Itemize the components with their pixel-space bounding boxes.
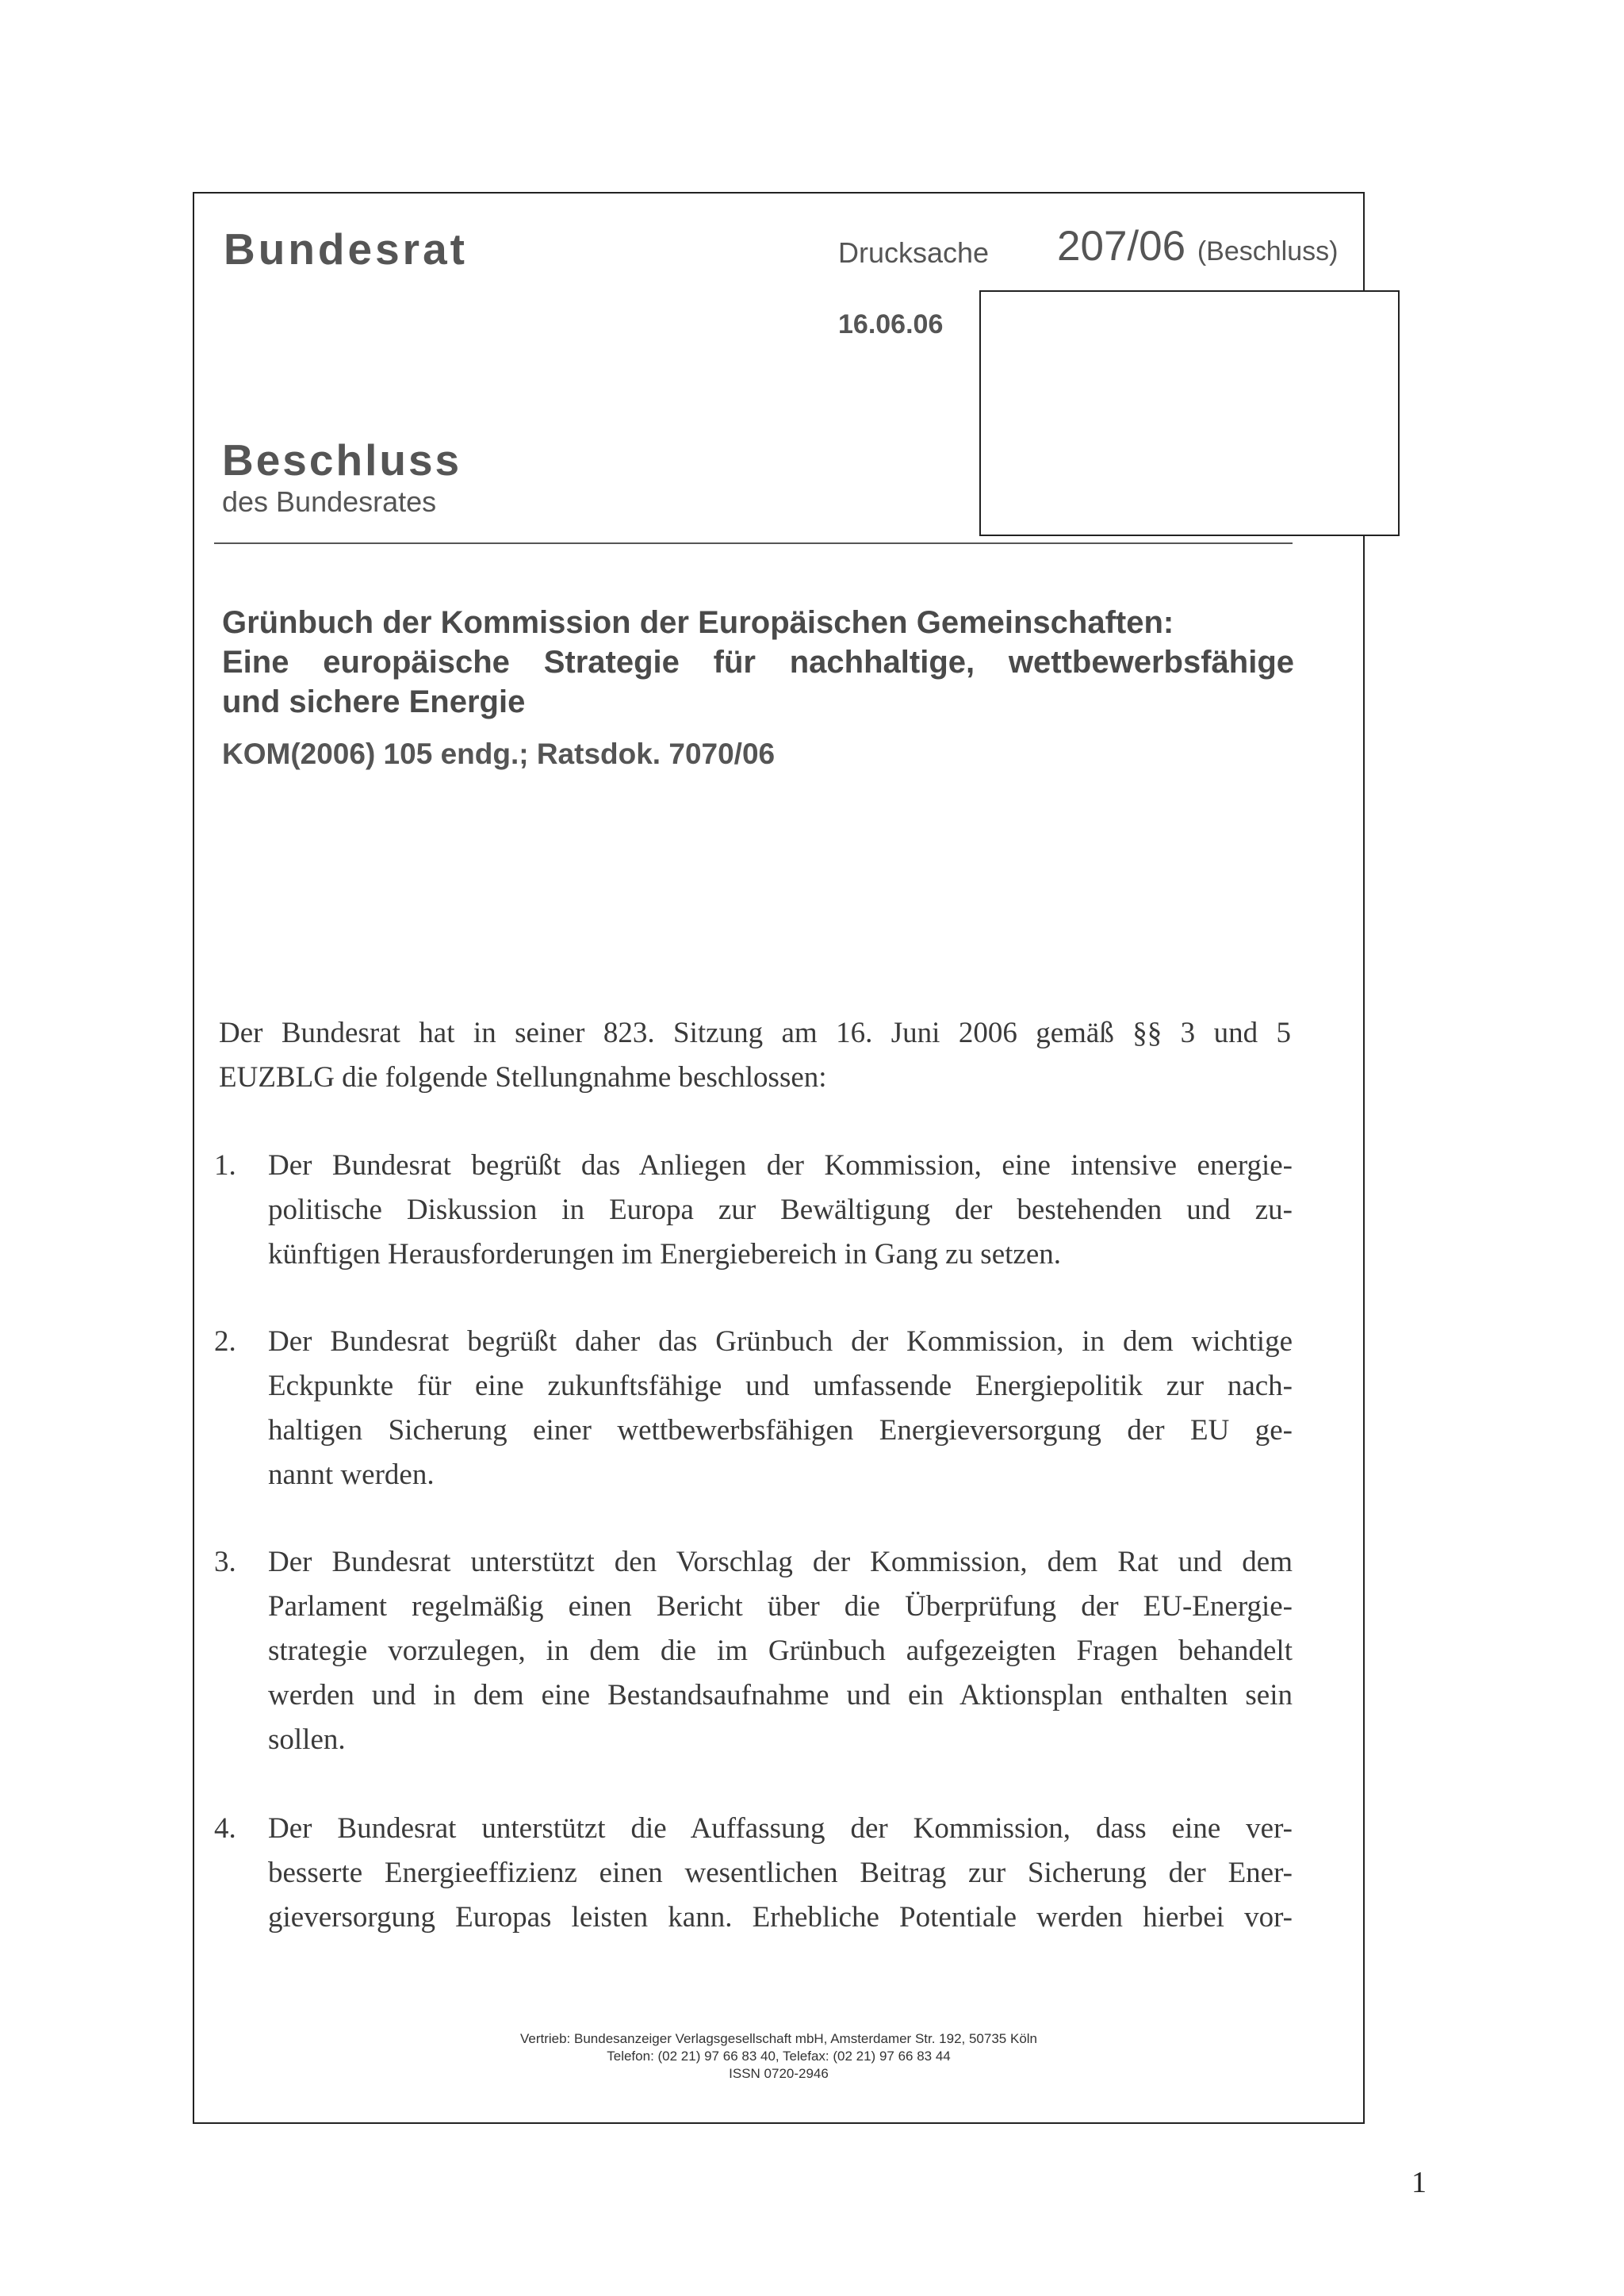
subject-line: und sichere Energie [222,684,526,719]
footer-contact: Telefon: (02 21) 97 66 83 40, Telefax: (02 21) 97 66 83 44 [607,2049,951,2064]
list-item-text [268,1540,1293,1762]
list-item-line: Der Bundesrat unterstützt die Auffassung der Kommission, dass eine ver- [268,1812,1293,1845]
list-item-number: 2. [214,1325,236,1358]
doc-number-value: 207/06 [1057,223,1186,270]
intro-line: EUZBLG die folgende Stellungnahme beschlossen: [219,1061,827,1094]
list-item-line: Parlament regelmäßig einen Bericht über die Überprüfung der EU-Energie- [268,1590,1293,1623]
list-item-line: Der Bundesrat unterstützt den Vorschlag der Kommission, dem Rat und dem [268,1546,1293,1578]
list-item-number: 4. [214,1812,236,1845]
doc-number-area [1055,214,1348,278]
subject-reference: KOM(2006) 105 endg.; Ratsdok. 7070/06 [222,738,776,770]
publisher-footer [193,2030,1365,2083]
footer-distribution: Vertrieb: Bundesanzeiger Verlagsgesellschaft mbH, Amsterdamer Str. 192, 50735 Köln [519,2031,1038,2046]
subject-line: Eine europäische Strategie für nachhaltige, wettbewerbsfähige [222,645,1294,680]
subject-line: Grünbuch der Kommission der Europäischen Gemeinschaften: [222,605,1174,640]
intro-line: Der Bundesrat hat in seiner 823. Sitzung am 16. Juni 2006 gemäß §§ 3 und 5 [219,1017,1291,1049]
stamp-box [979,290,1400,536]
doc-number [1057,222,1338,270]
list-item-text [268,1320,1293,1497]
list-item-line: politische Diskussion in Europa zur Bewältigung der bestehenden und zu- [268,1194,1293,1226]
list-item-number: 3. [214,1546,236,1578]
list-item-number: 1. [214,1149,236,1182]
list-item-line: besserte Energieeffizienz einen wesentlichen Beitrag zur Sicherung der Ener- [268,1857,1293,1889]
bundesrat-brand: Bundesrat [224,224,468,274]
list-item-line: nannt werden. [268,1458,435,1491]
list-item-line: strategie vorzulegen, in dem die im Grünbuch aufgezeigten Fragen behandelt [268,1635,1293,1667]
list-item-line: Der Bundesrat begrüßt daher das Grünbuch der Kommission, in dem wichtige [268,1325,1293,1358]
list-item-line: sollen. [268,1723,346,1756]
footer-issn: ISSN 0720-2946 [729,2066,829,2081]
doc-number-suffix: (Beschluss) [1197,236,1339,266]
list-item-line: gieversorgung Europas leisten kann. Erhebliche Potentiale werden hierbei vor- [268,1901,1293,1934]
heading-subtitle: des Bundesrates [222,485,437,518]
subject-title [222,603,1300,722]
drucksache-label: Drucksache [838,236,990,269]
list-item-line: werden und in dem eine Bestandsaufnahme und ein Aktionsplan enthalten sein [268,1679,1293,1711]
page-number: 1 [1411,2166,1427,2199]
header-divider [214,542,1293,544]
list-item-text [268,1144,1293,1277]
list-item-line: Eckpunkte für eine zukunftsfähige und umfassende Energiepolitik zur nach- [268,1370,1293,1402]
list-item-line: künftigen Herausforderungen im Energiebereich in Gang zu setzen. [268,1238,1061,1271]
list-item-line: haltigen Sicherung einer wettbewerbsfähigen Energieversorgung der EU ge- [268,1414,1293,1447]
document-date: 16.06.06 [838,309,944,339]
list-item-line: Der Bundesrat begrüßt das Anliegen der Kommission, eine intensive energie- [268,1149,1293,1182]
heading-title: Beschluss [222,435,462,485]
intro-paragraph [219,1011,1291,1100]
list-item-text [268,1807,1293,1940]
